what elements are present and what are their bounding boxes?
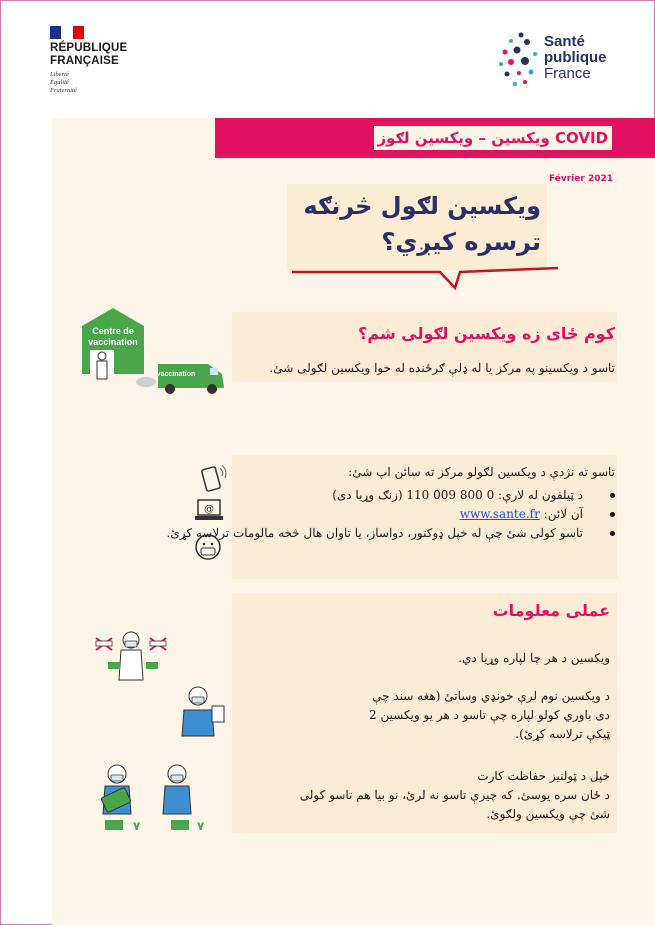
sante-publique-france-logo xyxy=(497,30,627,100)
banner-label: COVID ويکسين – ويکسين لګوز xyxy=(374,126,612,150)
main-title: ويکسين لګول څرنګه ترسره کيږي؟ xyxy=(303,192,541,256)
contact-phone: د ټيلفون له لارې: 0 800 009 110 (زنګ وړيا دی) xyxy=(167,486,596,505)
social-card-text: خپل د ټولنيز حفاظت کارت د ځان سره يوسئ. که چيرې تاسو نه لرئ، نو بيا هم تاسو کولی شئ چې ويکسين ولګوئ. xyxy=(299,769,610,821)
van-label: vaccination xyxy=(156,371,196,378)
spf-wordmark: Santé publique France xyxy=(544,33,607,82)
french-flag-icon xyxy=(50,26,84,39)
centre-sign-line2: vaccination xyxy=(88,337,138,347)
svg-text:@: @ xyxy=(204,504,214,515)
contact-online: آن لائن: www.sante.fr xyxy=(167,505,596,524)
svg-text:٧: ٧ xyxy=(133,819,141,833)
republic-motto: Liberté Égalité Fraternité xyxy=(50,71,77,94)
vaccination-centre-illustration xyxy=(80,306,230,396)
where-text: تاسو د ويکسينو په مرکز يا له ډلې ګرځنده له خوا ويکسين لګولی شئ. xyxy=(269,361,615,375)
speech-tail-icon xyxy=(290,262,560,292)
practical-section xyxy=(232,593,617,833)
social-card-illustration xyxy=(97,762,209,834)
centre-sign-line1: Centre de xyxy=(92,326,134,336)
practical-heading: عملی معلومات xyxy=(492,601,610,620)
free-vaccine-illustration xyxy=(88,628,174,684)
contact-intro: تاسو ته نژدې د ويکسين لګولو مرکز ته سائن اپ شئ: xyxy=(348,465,615,479)
spf-dots-icon xyxy=(497,30,543,92)
republic-name: RÉPUBLIQUE FRANÇAISE xyxy=(50,42,128,67)
republique-francaise-logo xyxy=(50,26,150,95)
free-vaccine-text: ويکسين د هر چا لپاره وړيا دي. xyxy=(458,651,610,665)
laptop-icon xyxy=(193,498,225,524)
where-section xyxy=(232,312,617,382)
svg-text:٧: ٧ xyxy=(197,819,205,833)
publication-date: Février 2021 xyxy=(548,174,613,184)
main-title-box xyxy=(287,184,547,270)
sante-link[interactable]: www.sante.fr xyxy=(459,507,540,521)
contact-advice: تاسو کولی شئ چې له خپل ډوکتور، دواساز، يا تاوان هال څخه مالومات ترلاسه کړئ. xyxy=(167,524,596,543)
contact-section xyxy=(166,455,617,579)
where-heading: کوم ځای زه ويکسين لګولی شم؟ xyxy=(358,324,615,343)
keep-document-text: د ويکسين نوم لرې خونډي وساتئ (هغه سند چې دی باوري کولو لپاره چې تاسو د هر يو ويکسين 2 ټيکې ترلاسه کړئ). xyxy=(368,689,610,741)
phone-icon xyxy=(196,462,228,494)
masked-person-icon xyxy=(193,532,223,562)
person-with-document-illustration xyxy=(180,682,230,738)
topic-banner xyxy=(215,118,655,158)
contact-list xyxy=(167,486,596,543)
